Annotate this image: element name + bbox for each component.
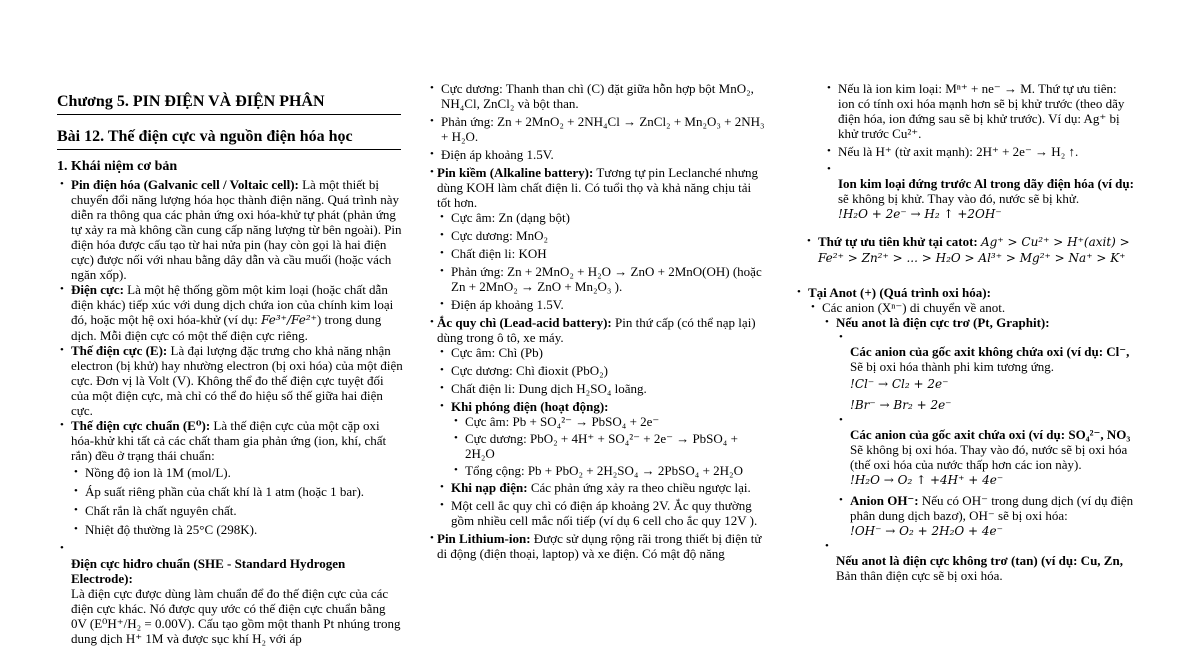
- text-she: Là điện cực được dùng làm chuẩn để đo thế điện cực của các điện cực khác. Nó được quy ước có thế điện cực chuẩn bằng 0V (E⁰H⁺/H₂ = 0.00V). Cấu tạo gồm một thanh Pt nhúng trong dung dịch H⁺ 1M và được sục khí H₂ với áp: [71, 586, 401, 646]
- text-oxy: Sẽ không bị oxi hóa. Thay vào đó, nước sẽ bị oxi hóa (thế oxi hóa của nước thấp hơn các ion này).: [850, 442, 1128, 472]
- list-item: • Cực âm: Pb + SO₄²⁻ → PbSO₄ + 2e⁻: [451, 414, 767, 429]
- formula-electrode: Fe³⁺/Fe²⁺: [261, 313, 317, 327]
- discharge-list: [451, 414, 767, 478]
- list-item-cathode-order: [804, 234, 1134, 266]
- text-galvanic: Là một thiết bị chuyển đổi năng lượng hóa học thành điện năng. Quá trình này diễn ra thông qua các phản ứng oxi hóa-khử tự phát (phản ứng tự xảy ra mà không cần cung cấp năng lượng từ bên ngoài). Pin điện hóa được cấu tạo từ hai nửa pin (hay còn gọi là hai điện cực) được nối với nhau bằng dây dẫn và cầu muối (hoặc vách ngăn xốp).: [71, 177, 402, 282]
- cathode-ion-list: [824, 81, 1136, 222]
- term-oh: Anion OH⁻:: [850, 493, 919, 508]
- text-non-oxy: Sẽ bị oxi hóa thành phi kim tương ứng.: [850, 359, 1055, 374]
- list-item-galvanic: [57, 177, 403, 282]
- text-electrode-b: ) trong dung dịch. Mỗi điện cực có một thế điện cực riêng.: [71, 312, 382, 343]
- list-item-electrode: [57, 282, 403, 343]
- list-item: • Cực dương: Thanh than chì (C) đặt giữa hỗn hợp bột MnO₂, NH₄Cl, ZnCl₂ và bột than.: [427, 81, 767, 111]
- list-item-she: [57, 541, 403, 646]
- list-item: • Chất rắn là chất nguyên chất.: [71, 503, 403, 518]
- list-item-anion: [808, 300, 1136, 583]
- concept-list: [57, 177, 403, 646]
- text-charge: Các phản ứng xảy ra theo chiều ngược lại.: [530, 480, 751, 495]
- term-potential: Thế điện cực (E):: [71, 343, 168, 358]
- list-item-discharge: [437, 399, 767, 478]
- list-item-anode: [794, 285, 1136, 583]
- cathode-order-list: [804, 234, 1134, 266]
- chapter-title: Chương 5. PIN ĐIỆN VÀ ĐIỆN PHÂN: [57, 93, 401, 115]
- list-item: • Điện áp khoảng 1.5V.: [437, 297, 767, 312]
- list-item-standard-potential: [57, 418, 403, 537]
- list-item-before-al: [824, 162, 1136, 222]
- term-inert: Nếu anot là điện cực trơ (Pt, Graphit):: [836, 315, 1050, 330]
- lead-acid-list: [437, 345, 767, 528]
- equation-hydroxide: !OH⁻ → O₂ + 2H₂O + 4e⁻: [850, 524, 1003, 538]
- list-item: • Cực dương: Chì đioxit (PbO₂): [437, 363, 767, 378]
- list-item: • Điện áp khoảng 1.5V.: [427, 147, 767, 162]
- anode-sublist: [808, 300, 1136, 583]
- list-item-inert: [822, 315, 1136, 539]
- list-item: • Nồng độ ion là 1M (mol/L).: [71, 465, 403, 480]
- text-oh: Nếu có OH⁻ trong dung dịch (ví dụ điện phân dung dịch bazơ), OH⁻ sẽ bị oxi hóa:: [850, 493, 1134, 523]
- term-electrode: Điện cực:: [71, 282, 124, 297]
- text-electrode-a: Là một hệ thống gồm một kim loại (hoặc chất dẫn điện khác) tiếp xúc với dung dịch chứa ion của chính kim loại đó, hoặc một hệ oxi hóa-khử (ví dụ:: [71, 282, 394, 327]
- text-cathode-order: Ag⁺ > Cu²⁺ > H⁺(axit) > Fe²⁺ > Zn²⁺ > ... > H₂O > Al³⁺ > Mg²⁺ > Na⁺ > K⁺: [818, 235, 1130, 265]
- leclanche-continuation: [427, 81, 767, 162]
- list-item: • Áp suất riêng phần của chất khí là 1 atm (hoặc 1 bar).: [71, 484, 403, 499]
- term-she: Điện cực hiđro chuẩn (SHE - Standard Hydrogen Electrode):: [71, 556, 346, 586]
- term-discharge: Khi phóng điện (hoạt động):: [451, 399, 609, 414]
- list-item: • Nhiệt độ thường là 25°C (298K).: [71, 522, 403, 537]
- anode-list: [794, 285, 1136, 583]
- list-item: • Một cell ắc quy chì có điện áp khoảng 2V. Ắc quy thường gồm nhiều cell mắc nối tiếp (ví dụ 6 cell cho ắc quy 12V ).: [437, 498, 767, 528]
- alkaline-list: [437, 210, 767, 312]
- equation-water-oxidation: !H₂O → O₂ ↑ +4H⁺ + 4e⁻: [850, 473, 1004, 487]
- list-item: • Chất điện li: KOH: [437, 246, 767, 261]
- equation-water-reduction: !H₂O + 2e⁻ → H₂ ↑ +2OH⁻: [838, 207, 1002, 221]
- lesson-title: Bài 12. Thế điện cực và nguồn điện hóa học: [57, 128, 401, 150]
- term-lithium: Pin Lithium-ion:: [437, 531, 531, 546]
- term-charge: Khi nạp điện:: [451, 480, 528, 495]
- term-alkaline: Pin kiềm (Alkaline battery):: [437, 165, 594, 180]
- term-galvanic: Pin điện hóa (Galvanic cell / Voltaic cell):: [71, 177, 299, 192]
- list-item: • Phản ứng: Zn + 2MnO₂ + H₂O → ZnO + 2MnO(OH) (hoặc Zn + 2MnO₂ → ZnO + Mn₂O₃ ).: [437, 264, 767, 294]
- term-non-oxy: Các anion của gốc axit không chứa oxi (ví dụ: Cl⁻,: [850, 344, 1130, 359]
- list-item-active-anode: [822, 539, 1136, 583]
- list-item-oxy: [836, 413, 1136, 488]
- text-potential: Là đại lượng đặc trưng cho khả năng nhận electron (bị khử) hay nhường electron (bị oxi hóa) của một điện cực. Đơn vị là Volt (V). Không thể đo thế điện cực tuyệt đối của một điện cực, mà chỉ có thể đo hiệu số thế giữa hai điện cực.: [71, 343, 403, 418]
- inert-list: [822, 315, 1136, 583]
- term-oxy: Các anion của gốc axit chứa oxi (ví dụ: SO₄²⁻, NO₃: [850, 427, 1131, 442]
- list-item: • Chất điện li: Dung dịch H₂SO₄ loãng.: [437, 381, 767, 396]
- equation-bromine: !Br⁻ → Br₂ + 2e⁻: [850, 398, 952, 412]
- list-item-lithium: [427, 531, 767, 561]
- list-item-non-oxy: [836, 330, 1136, 413]
- list-item: • Cực âm: Chì (Pb): [437, 345, 767, 360]
- list-item-lead-acid: [427, 315, 767, 528]
- list-item: • Phản ứng: Zn + 2MnO₂ + 2NH₄Cl → ZnCl₂ + Mn₂O₃ + 2NH₃ + H₂O.: [427, 114, 767, 144]
- list-item-alkaline: [427, 165, 767, 312]
- leclanche-list: [427, 81, 767, 162]
- inert-anion-list: [836, 330, 1136, 539]
- list-item: • Cực dương: PbO₂ + 4H⁺ + SO₄²⁻ + 2e⁻ → PbSO₄ + 2H₂O: [451, 431, 767, 461]
- list-item: • Cực dương: MnO₂: [437, 228, 767, 243]
- list-item: • Cực âm: Zn (dạng bột): [437, 210, 767, 225]
- text-lead-acid: Pin thứ cấp (có thể nạp lại) dùng trong ô tô, xe máy.: [437, 315, 756, 345]
- equation-chlorine: !Cl⁻ → Cl₂ + 2e⁻: [850, 377, 949, 391]
- text-standard-potential: Là thế điện cực của một cặp oxi hóa-khử khi tất cả các chất tham gia phản ứng (ion, khí, chất rắn) đều ở trạng thái chuẩn:: [71, 418, 387, 463]
- battery-list: [427, 81, 767, 561]
- text-lithium: Được sử dụng rộng rãi trong thiết bị điện tử di động (điện thoại, laptop) và xe điện. Có mật độ năng: [437, 531, 762, 561]
- list-item: • Nếu là ion kim loại: Mⁿ⁺ + ne⁻ → M. Thứ tự ưu tiên: ion có tính oxi hóa mạnh hơn sẽ bị khử trước (theo dãy điện hóa, ion đứng sau sẽ bị khử trước). Ví dụ: Ag⁺ bị khử trước Cu²⁺.: [824, 81, 1136, 141]
- text-before-al: sẽ không bị khử. Thay vào đó, nước sẽ bị khử.: [838, 191, 1080, 206]
- list-item-charge: [437, 480, 767, 495]
- term-before-al: Ion kim loại đứng trước Al trong dãy điện hóa (ví dụ:: [838, 176, 1134, 191]
- list-item-oh: [836, 493, 1136, 539]
- term-cathode-order: Thứ tự ưu tiên khử tại catot:: [818, 234, 978, 249]
- text-anode: Các anion (Xⁿ⁻) di chuyển về anot.: [822, 300, 1006, 315]
- term-anode: Tại Anot (+) (Quá trình oxi hóa):: [808, 285, 991, 300]
- term-standard-potential: Thế điện cực chuẩn (E⁰):: [71, 418, 211, 433]
- list-item: • Nếu là H⁺ (từ axit mạnh): 2H⁺ + 2e⁻ → H₂ ↑.: [824, 144, 1136, 159]
- text-active-anode: Bản thân điện cực sẽ bị oxi hóa.: [836, 568, 1003, 583]
- term-active-anode: Nếu anot là điện cực không trơ (tan) (ví dụ: Cu, Zn,: [836, 553, 1123, 568]
- term-lead-acid: Ắc quy chì (Lead-acid battery):: [437, 315, 612, 330]
- standard-conditions-list: [71, 465, 403, 537]
- text-alkaline: Tương tự pin Leclanché nhưng dùng KOH làm chất điện li. Có tuổi thọ và khả năng chịu tải tốt hơn.: [437, 165, 758, 210]
- section-title: 1. Khái niệm cơ bản: [57, 159, 178, 174]
- list-item: • Tổng cộng: Pb + PbO₂ + 2H₂SO₄ → 2PbSO₄ + 2H₂O: [451, 463, 767, 478]
- list-item-potential: [57, 343, 403, 418]
